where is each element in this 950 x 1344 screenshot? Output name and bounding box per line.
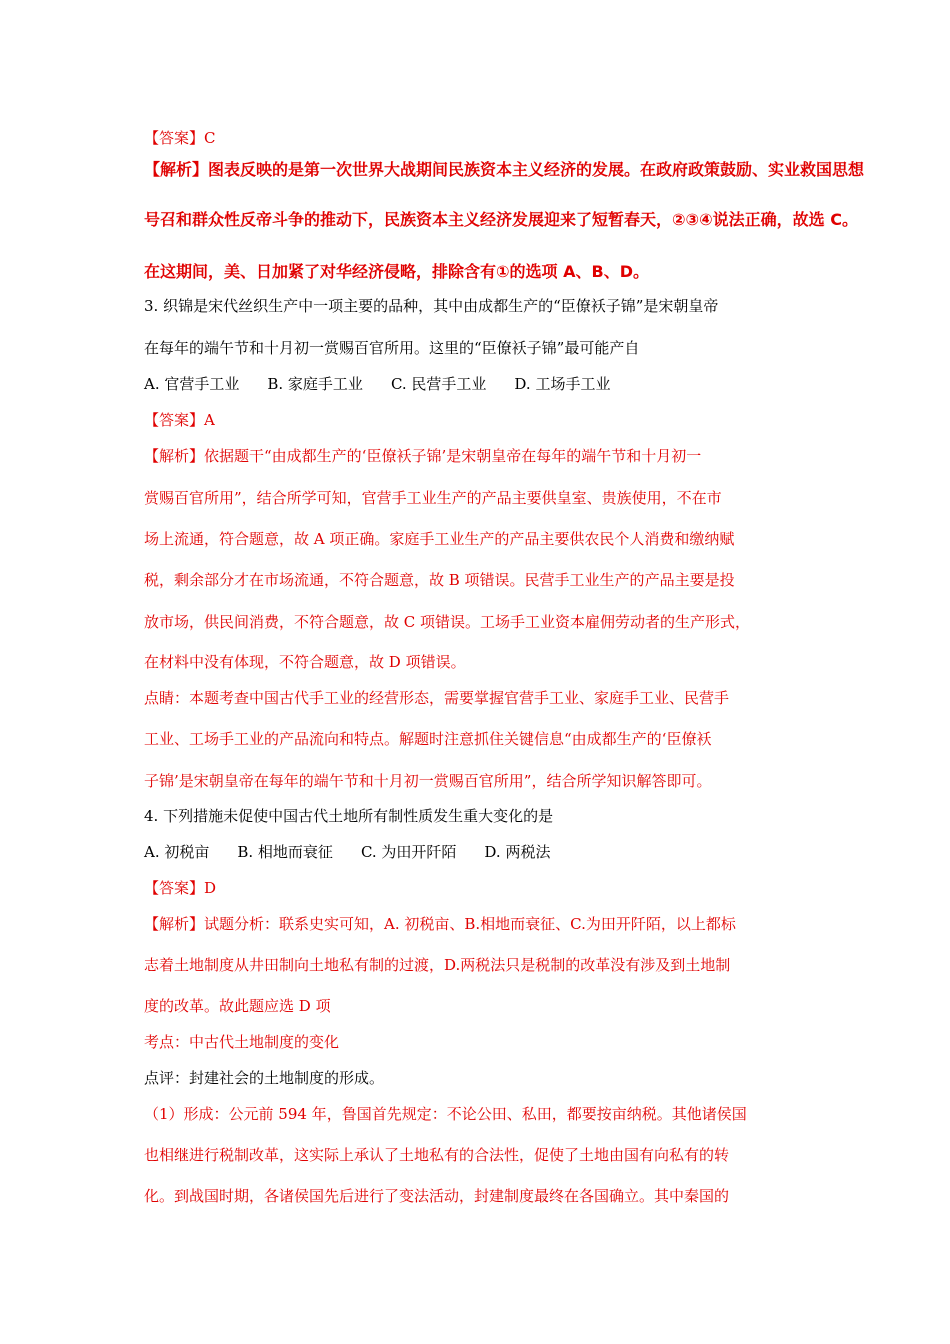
comment-line: 点睛：本题考查中国古代手工业的经营形态，需要掌握官营手工业、家庭手工业、民营手 [144, 689, 730, 707]
answer-label: 【答案】 [144, 411, 205, 429]
option-a: A. 初税亩 [144, 843, 210, 861]
analysis-line: 在这期间，美、日加紧了对华经济侵略，排除含有①的选项 A、B、D。 [144, 262, 649, 281]
analysis-line: 号召和群众性反帝斗争的推动下，民族资本主义经济发展迎来了短暂春天，②③④说法正确，故选 C。 [144, 210, 858, 229]
detail-line: 也相继进行税制改革，这实际上承认了土地私有的合法性，促使了土地由国有向私有的转 [144, 1146, 730, 1164]
question-stem: 3. 织锦是宋代丝织生产中一项主要的品种，其中由成都生产的“臣僚袄子锦”是宋朝皇帝 [144, 297, 719, 315]
answer-line [144, 410, 864, 430]
analysis-line: 场上流通，符合题意，故 A 项正确。家庭手工业生产的产品主要供农民个人消费和缴纳赋 [144, 530, 735, 548]
analysis-line: 志着土地制度从井田制向土地私有制的过渡，D.两税法只是税制的改革没有涉及到土地制 [144, 956, 731, 974]
options-row [144, 842, 864, 862]
analysis-line: 度的改革。故此题应选 D 项 [144, 997, 331, 1015]
analysis-line: 放市场，供民间消费，不符合题意，故 C 项错误。工场手工业资本雇佣劳动者的生产形式， [144, 613, 751, 631]
analysis-label: 【解析】 [144, 160, 209, 179]
option-b: B. 家庭手工业 [267, 375, 363, 393]
comment-line: 子锦’是宋朝皇帝在每年的端午节和十月初一赏赐百官所用”，结合所学知识解答即可。 [144, 772, 712, 790]
analysis-text: 图表反映的是第一次世界大战期间民族资本主义经济的发展。在政府政策鼓励、实业救国思想 [208, 160, 865, 179]
point-line: 考点：中古代土地制度的变化 [144, 1033, 340, 1051]
options-row [144, 374, 864, 394]
analysis-text: 依据题干“由成都生产的‘臣僚袄子锦’是宋朝皇帝在每年的端午节和十月初一 [204, 447, 702, 465]
analysis-line: 税，剩余部分才在市场流通，不符合题意，故 B 项错误。民营手工业生产的产品主要是投 [144, 571, 735, 589]
detail-line: 化。到战国时期，各诸侯国先后进行了变法活动，封建制度最终在各国确立。其中秦国的 [144, 1187, 730, 1205]
review-line: 点评：封建社会的土地制度的形成。 [144, 1069, 385, 1087]
answer-line [144, 878, 864, 898]
analysis-line [144, 160, 864, 180]
comment-line: 工业、工场手工业的产品流向和特点。解题时注意抓住关键信息“由成都生产的‘臣僚袄 [144, 730, 712, 748]
question-stem: 在每年的端午节和十月初一赏赐百官所用。这里的“臣僚袄子锦”最可能产自 [144, 339, 640, 357]
analysis-line: 在材料中没有体现，不符合题意，故 D 项错误。 [144, 653, 466, 671]
detail-line: （1）形成：公元前 594 年，鲁国首先规定：不论公田、私田，都要按亩纳税。其他诸侯国 [144, 1105, 747, 1123]
answer-value: C [204, 129, 216, 147]
option-c: C. 民营手工业 [390, 375, 487, 393]
analysis-line: 赏赐百官所用”，结合所学可知，官营手工业生产的产品主要供皇室、贵族使用，不在市 [144, 489, 722, 507]
option-a: A. 官营手工业 [144, 375, 240, 393]
analysis-label: 【解析】 [144, 447, 205, 465]
option-b: B. 相地而衰征 [237, 843, 333, 861]
option-d: D. 两税法 [484, 843, 551, 861]
analysis-line [144, 446, 864, 466]
answer-line [144, 128, 864, 148]
question-stem: 4. 下列措施未促使中国古代土地所有制性质发生重大变化的是 [144, 807, 554, 825]
analysis-text: 试题分析：联系史实可知，A. 初税亩、B.相地而衰征、C.为田开阡陌，以上都标 [204, 915, 736, 933]
answer-value: A [204, 411, 215, 429]
option-c: C. 为田开阡陌 [360, 843, 457, 861]
option-d: D. 工场手工业 [514, 375, 611, 393]
answer-value: D [204, 879, 217, 897]
analysis-line [144, 914, 864, 934]
analysis-label: 【解析】 [144, 915, 205, 933]
answer-label: 【答案】 [144, 129, 205, 147]
answer-label: 【答案】 [144, 879, 205, 897]
